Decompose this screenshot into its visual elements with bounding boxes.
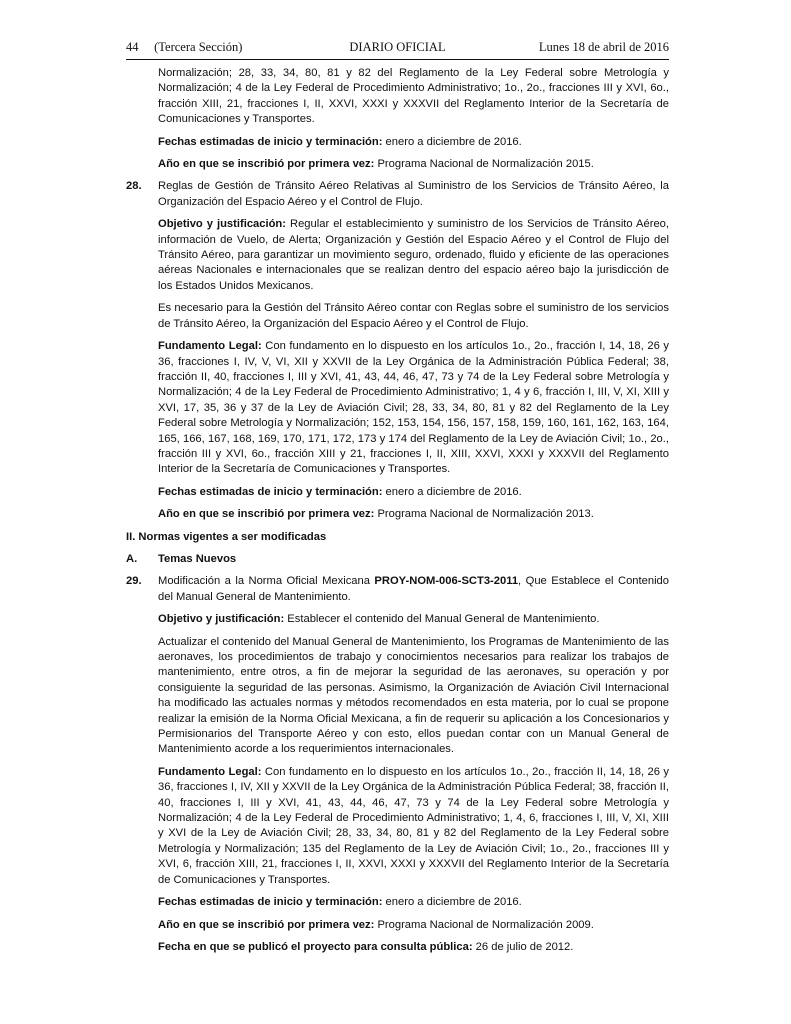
anio-paragraph bbox=[158, 157, 669, 172]
fechas-value: enero a diciembre de 2016. bbox=[382, 135, 522, 148]
subsection-letter: A. bbox=[126, 552, 138, 565]
fechas-paragraph bbox=[158, 485, 669, 500]
fundamento-label: Fundamento Legal: bbox=[158, 340, 262, 353]
fechas-value: enero a diciembre de 2016. bbox=[382, 485, 522, 498]
fundamento-text: Con fundamento en lo dispuesto en los artículos 1o., 2o., fracción II, 14, 18, 26 y 36, fracciones I, IV, XII y XXVII de la Ley Orgánica de la Administración Pública Federal; 38, fracción II, 40, fracciones I, III y XVI, 41, 43, 44, 46, 47, 73 y 74 de la Ley Federal sobre Metrología y Normalización; 4 de la Ley Federal de Procedimiento Administrativo; 1, 4, 6, fracciones I, III, V, XI, XIII y XVI de la Ley de Aviación Civil; 28, 33, 34, 80, 81 y 82 del Reglamento de la Ley Federal sobre Metrología y Normalización; 135 del Reglamento de la Ley de Aviación Civil; 1o., 2o., fracciones III y XVI, 6, fracción XIII, 21, fracciones I, II, XXVI, XXXI y XXXVII del Reglamento Interior de la Secretaría de Comunicaciones y Transportes. bbox=[158, 765, 669, 886]
fechas-label: Fechas estimadas de inicio y terminación: bbox=[158, 485, 383, 498]
item-title: Reglas de Gestión de Tránsito Aéreo Relativas al Suministro de los Servicios de Tránsito Aéreo, la Organización del Espacio Aéreo y el Control de Flujo. bbox=[158, 180, 669, 208]
publication-date: Lunes 18 de abril de 2016 bbox=[538, 40, 669, 54]
anio-paragraph bbox=[158, 507, 669, 522]
anio-label: Año en que se inscribió por primera vez: bbox=[158, 158, 375, 171]
item-number: 28. bbox=[126, 180, 142, 193]
item-29 bbox=[126, 574, 669, 605]
document-body bbox=[126, 66, 669, 962]
fundamento-label: Fundamento Legal: bbox=[158, 765, 262, 778]
fundamento-text: Con fundamento en lo dispuesto en los artículos 1o., 2o., fracción I, 14, 18, 26 y 36, fracciones I, IV, V, VI, XII y XXVII de la Ley Orgánica de la Administración Pública Federal; 38, fracción II, 40, fracciones I, III y XVI, 41, 43, 44, 46, 47, 73 y 74 de la Ley Federal sobre Metrología y Normalización; 4 de la Ley Federal de Procedimiento Administrativo; 1, 4 y 6, fracción I, III, V, XI, XIII y XVI, 17, 35, 36 y 37 de la Ley de Aviación Civil; 28, 33, 34, 80, 81 y 82 del Reglamento de la Ley Federal sobre Metrología y Normalización; 152, 153, 154, 156, 157, 158, 159, 160, 161, 162, 163, 164, 165, 166, 167, 168, 169, 170, 171, 172, 173 y 174 del Reglamento de la Ley de Aviación Civil; 1o., 2o., fracción III y XVI, 6o., fracción XIII y 21, fracciones I, II, XIII, XXVI, XXXI y XXXVII del Reglamento Interior de la Secretaría de Comunicaciones y Transportes. bbox=[158, 340, 669, 476]
section-heading: II. Normas vigentes a ser modificadas bbox=[126, 530, 327, 543]
consulta-value: 26 de julio de 2012. bbox=[472, 940, 574, 953]
fundamento-paragraph bbox=[158, 339, 669, 478]
item-title-post: , Que Establece el Contenido del Manual General de Mantenimiento. bbox=[158, 575, 669, 603]
item-title-pre: Modificación a la Norma Oficial Mexicana bbox=[158, 575, 375, 588]
fundamento-continuation: Normalización; 28, 33, 34, 80, 81 y 82 del Reglamento de la Ley Federal sobre Metrología y Normalización; 4 de la Ley Federal de Procedimiento Administrativo; 1o., 2o., fracciones III y XVI, 6o., fracción XIII, 21, fracciones I, II, XXVI, XXXI y XXXVII del Reglamento Interior de la Secretaría de Comunicaciones y Transportes. bbox=[158, 67, 669, 126]
justificacion-paragraph: Actualizar el contenido del Manual General de Mantenimiento, los Programas de Mantenimiento de las aeronaves, los procedimientos de trabajo y conocimientos necesarios para realizar los trabajos de mantenimiento, entre otros, a fin de mejorar la seguridad de las aeronaves, su operación y por consiguiente la seguridad de las personas. Asimismo, la Organización de Aviación Civil Internacional ha modificado las actuales normas y métodos recomendados en esta materia, por lo cual se propone realizar la emisión de la Norma Oficial Mexicana, a fin de requerir su aplicación a los Concesionarios y Permisionarios del Transporte Aéreo y con esto, ellos puedan contar con un Manual General de Mantenimiento acorde a los requerimientos internacionales. bbox=[158, 635, 669, 756]
objetivo-label: Objetivo y justificación: bbox=[158, 218, 286, 231]
objetivo-label: Objetivo y justificación: bbox=[158, 613, 285, 626]
item-number: 29. bbox=[126, 575, 142, 588]
consulta-label: Fecha en que se publicó el proyecto para consulta pública: bbox=[158, 940, 473, 953]
justificacion-paragraph: Es necesario para la Gestión del Tránsito Aéreo contar con Reglas sobre el suministro de los servicios de Tránsito Aéreo, la Organización del Espacio Aéreo y el Control de Flujo. bbox=[158, 302, 669, 330]
fechas-value: enero a diciembre de 2016. bbox=[382, 896, 522, 909]
anio-value: Programa Nacional de Normalización 2013. bbox=[374, 508, 594, 521]
anio-label: Año en que se inscribió por primera vez: bbox=[158, 508, 375, 521]
publication-title: DIARIO OFICIAL bbox=[349, 40, 446, 54]
fechas-label: Fechas estimadas de inicio y terminación: bbox=[158, 135, 383, 148]
objetivo-text: Establecer el contenido del Manual General de Mantenimiento. bbox=[284, 613, 600, 626]
anio-paragraph bbox=[158, 918, 669, 933]
fechas-paragraph bbox=[158, 895, 669, 910]
item-28 bbox=[126, 179, 669, 210]
subsection-title: Temas Nuevos bbox=[158, 552, 237, 565]
anio-value: Programa Nacional de Normalización 2015. bbox=[374, 158, 594, 171]
anio-label: Año en que se inscribió por primera vez: bbox=[158, 918, 375, 931]
objetivo-paragraph bbox=[158, 217, 669, 294]
consulta-paragraph bbox=[158, 940, 669, 955]
fechas-paragraph bbox=[158, 135, 669, 150]
fundamento-paragraph bbox=[158, 765, 669, 888]
subsection-heading bbox=[126, 552, 669, 567]
norm-code: PROY-NOM-006-SCT3-2011 bbox=[374, 575, 519, 588]
objetivo-paragraph bbox=[158, 612, 669, 627]
fechas-label: Fechas estimadas de inicio y terminación: bbox=[158, 896, 383, 909]
page-number: 44 (Tercera Sección) bbox=[126, 40, 243, 54]
objetivo-text: Regular el establecimiento y suministro de los Servicios de Tránsito Aéreo, información de Vuelo, de Alerta; Organización y Gestión del Espacio Aéreo y el Control de Flujo del Tránsito Aéreo, para garantizar un movimiento seguro, ordenado, fluido y eficiente de las operaciones aéreas Nacionales e internacionales que se realizan dentro del espacio aéreo bajo la jurisdicción de los Estados Unidos Mexicanos. bbox=[158, 218, 669, 292]
header-rule bbox=[126, 59, 669, 60]
anio-value: Programa Nacional de Normalización 2009. bbox=[374, 918, 594, 931]
